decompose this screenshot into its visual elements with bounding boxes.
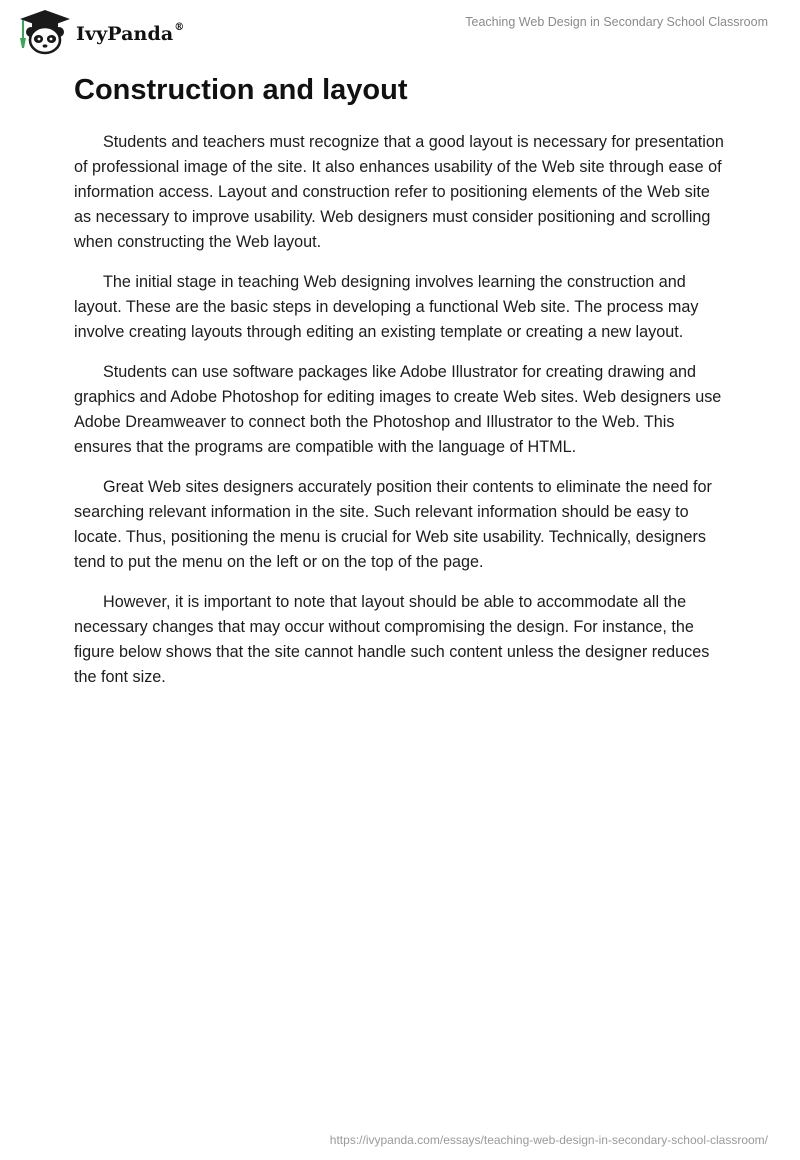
- article: [74, 70, 724, 705]
- paragraph: However, it is important to note that layout should be able to accommodate all the necessary changes that may occur without compromising the design. For instance, the figure below shows that the site cannot handle such content unless the designer reduces the font size.: [74, 593, 710, 686]
- section-heading: Construction and layout: [74, 74, 408, 106]
- paragraph: Great Web sites designers accurately position their contents to eliminate the need for searching relevant information in the site. Such relevant information should be easy to locate. Thus, positioning the menu is crucial for Web site usability. Technically, designers tend to put the menu on the left or on the top of the page.: [74, 478, 712, 571]
- paragraph: The initial stage in teaching Web designing involves learning the construction and layout. These are the basic steps in developing a functional Web site. The process may involve creating layouts through editing an existing template or creating a new layout.: [74, 273, 699, 341]
- registered-mark: ®: [174, 21, 185, 33]
- page-header: [0, 0, 800, 60]
- article-body: [74, 130, 724, 690]
- source-url[interactable]: https://ivypanda.com/essays/teaching-web-design-in-secondary-school-classroom/: [329, 1133, 768, 1147]
- panda-graduation-cap-icon: [14, 8, 76, 56]
- document-title: Teaching Web Design in Secondary School Classroom: [465, 15, 768, 29]
- paragraph: Students can use software packages like Adobe Illustrator for creating drawing and graphics and Adobe Photoshop for editing images to create Web sites. Web designers use Adobe Dreamweaver to connect both the Photoshop and Illustrator to the Web. This ensures that the programs are compatible with the language of HTML.: [74, 363, 722, 456]
- site-logo[interactable]: [14, 8, 184, 56]
- paragraph: Students and teachers must recognize that a good layout is necessary for presentation of professional image of the site. It also enhances usability of the Web site through ease of information access. Layout and construction refer to positioning elements of the Web site as necessary to improve usability. Web designers must consider positioning and scrolling when constructing the Web layout.: [74, 133, 724, 251]
- brand-name: IvyPanda®: [76, 21, 185, 45]
